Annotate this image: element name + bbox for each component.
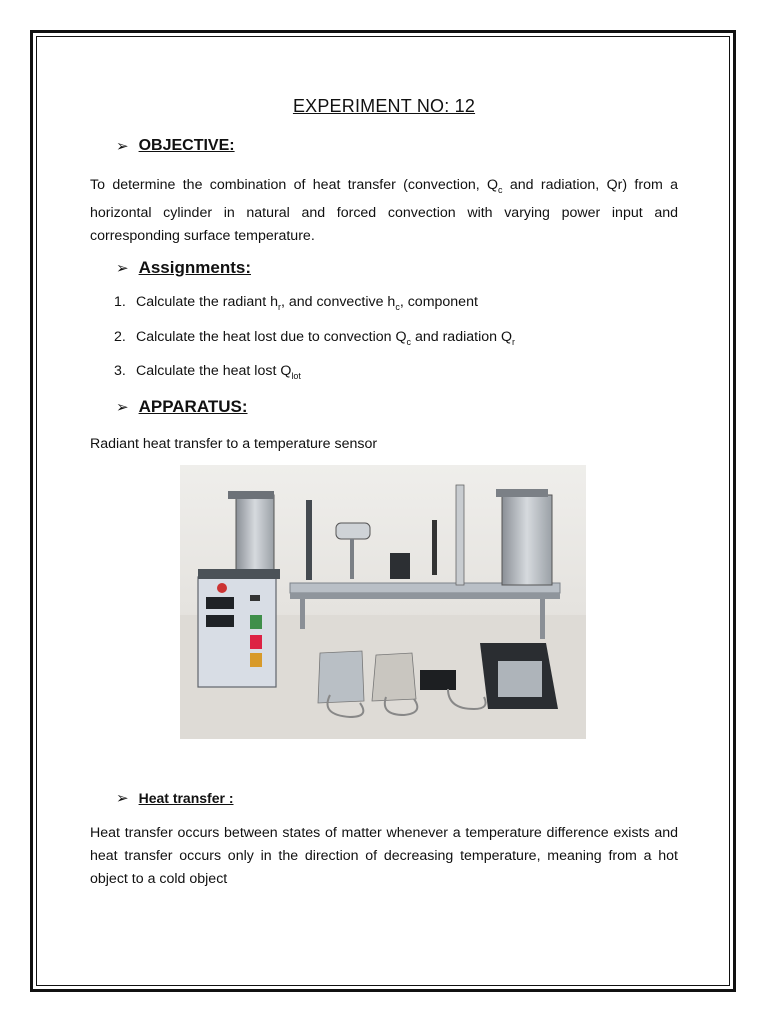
heat-transfer-heading: ➢ Heat transfer : bbox=[116, 790, 234, 807]
list-item: 2. Calculate the heat lost due to convection $Q_c$ and radiation $Q_r$ bbox=[114, 329, 515, 347]
assignments-heading: ➢ Assignments: bbox=[116, 258, 251, 277]
apparatus-caption: Radiant heat transfer to a temperature sensor bbox=[90, 436, 378, 452]
apparatus-illustration bbox=[180, 465, 586, 739]
arrow-bullet-icon: ➢ bbox=[116, 138, 129, 155]
apparatus-heading: ➢ APPARATUS: bbox=[116, 397, 248, 416]
heat-transfer-text: Heat transfer occurs between states of matter whenever a temperature difference exists and heat transfer occurs only in the direction of decreasing temperature, meaning from a hot object to a cold object bbox=[90, 825, 678, 887]
list-item: 3. Calculate the heat lost $Q_{lot}$ bbox=[114, 363, 301, 381]
objective-text: To determine the combination of heat transfer (convection, $Q_c$ and radiation, Qr) from a horizontal cylinder in natural and forced convection with varying power input and corresponding surface temperature. bbox=[90, 177, 679, 244]
arrow-bullet-icon: ➢ bbox=[116, 260, 129, 277]
page-title: EXPERIMENT NO: 12 bbox=[292, 96, 476, 116]
arrow-bullet-icon: ➢ bbox=[116, 790, 129, 807]
list-item: 1. Calculate the radiant $h_r$, and convective $h_c$, component bbox=[114, 294, 478, 312]
objective-heading: ➢ OBJECTIVE: bbox=[116, 137, 235, 155]
arrow-bullet-icon: ➢ bbox=[116, 399, 129, 416]
apparatus-photo bbox=[180, 465, 586, 739]
